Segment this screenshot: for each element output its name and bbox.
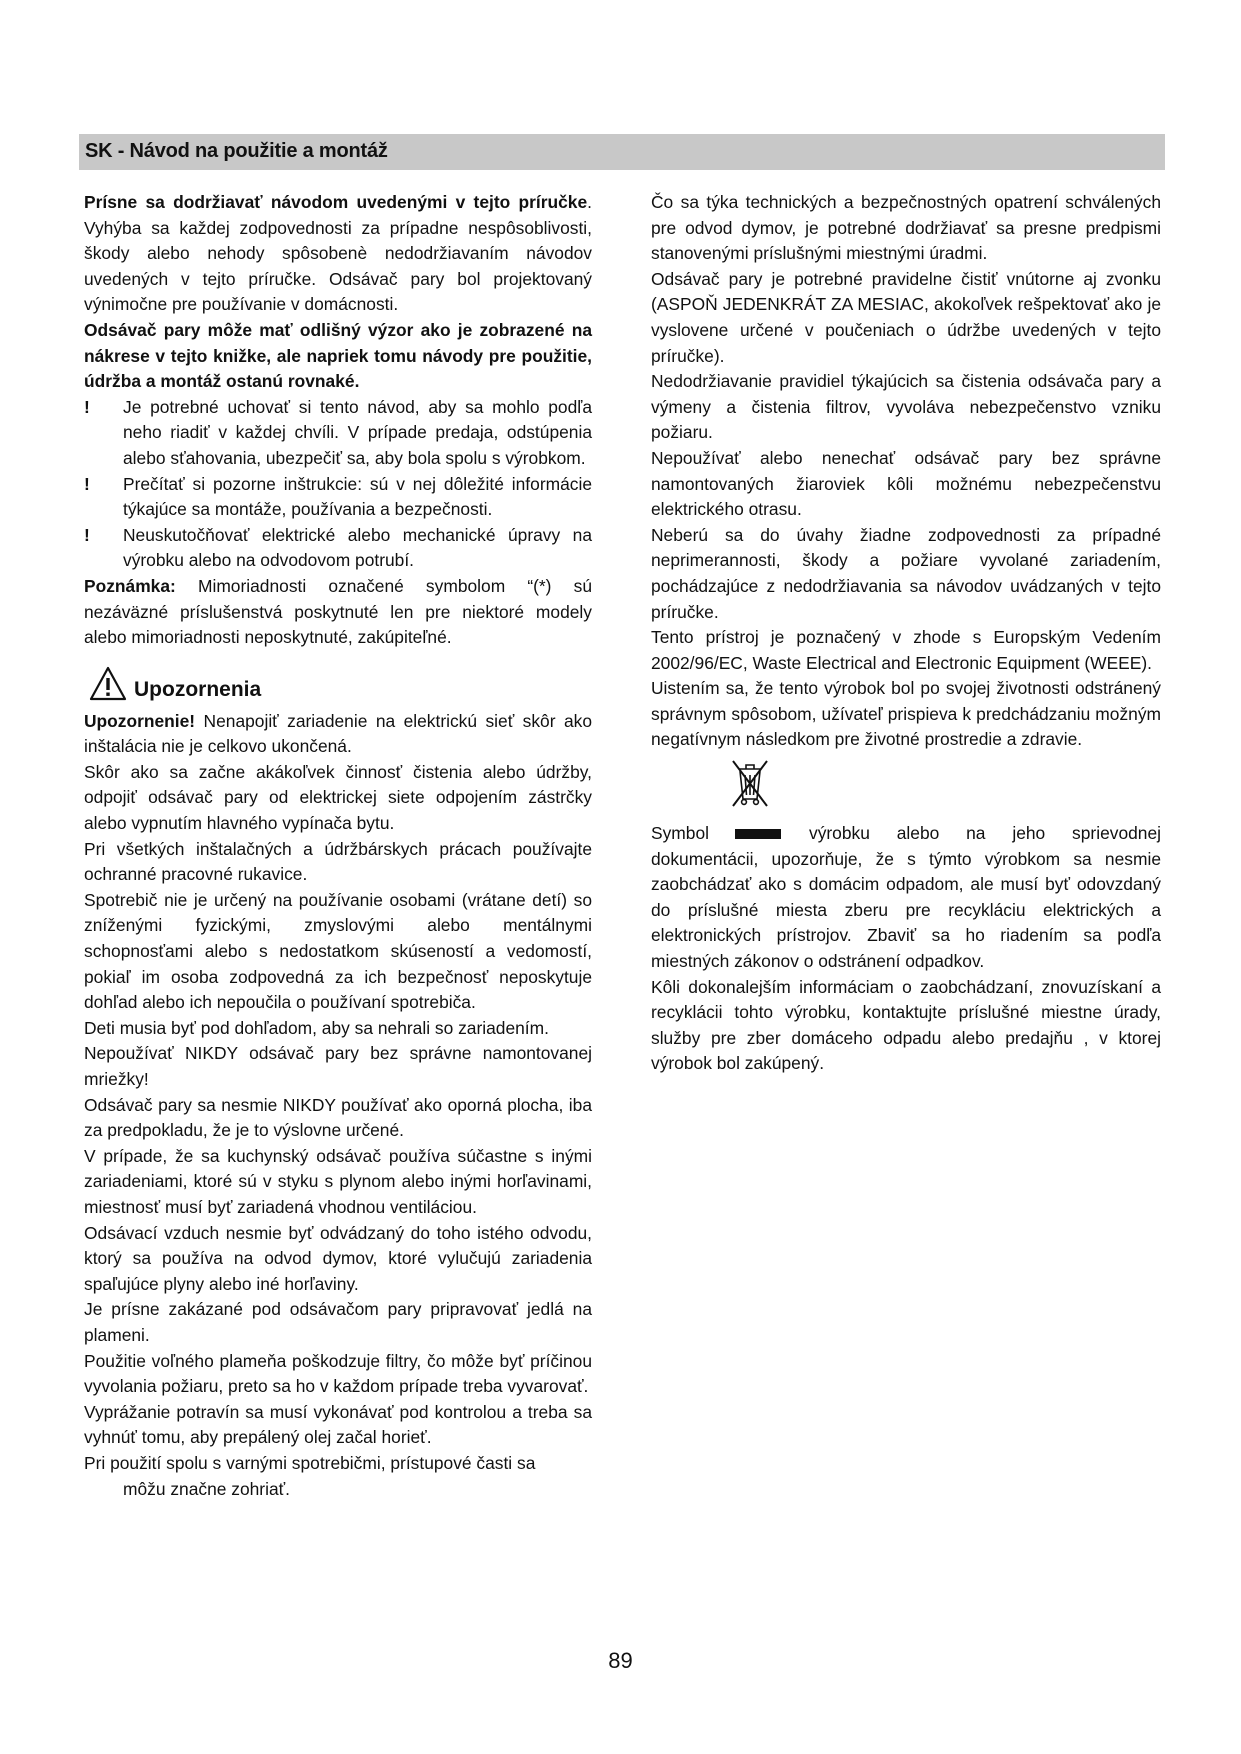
right-column	[651, 190, 1161, 1077]
symbol-text: výrobku alebo na jeho sprievodnej dokumentácii, upozorňuje, že s týmto výrobkom sa nesmie zaobchádzať ako s domácim odpadom, ale musí byť odovzdaný do príslušné miesta zberu pre recykláciu elektrických a elektronických prístrojov. Zbaviť sa ho riadením sa podľa miestných zákonov o odstránení odpadkov.	[651, 823, 1161, 972]
exclamation-icon: !	[84, 524, 90, 545]
warnings-heading	[84, 663, 592, 707]
page-number: 89	[608, 1648, 633, 1673]
exclamation-icon: !	[84, 473, 90, 494]
left-column	[84, 190, 592, 1502]
info-paragraph: Uistením sa, že tento výrobok bol po svojej životnosti odstránený správnym spôsobom, užívateľ prispieva k predchádzaniu možným negatívnym následkom pre životné prostredie a zdravie.	[651, 678, 1161, 750]
info-paragraph: Tento prístroj je poznačený v zhode s Europským Vedením 2002/96/EC, Waste Electrical and Electronic Equipment (WEEE).	[651, 627, 1161, 673]
bullet-item: ! Neuskutočňovať elektrické alebo mechanické úpravy na výrobku alebo na odvodovom potrubí.	[84, 524, 592, 571]
bullet-item: ! Je potrebné uchovať si tento návod, aby sa mohlo podľa neho riadiť v každej chvíli. V prípade predaja, odstúpenia alebo sťahovania, ubezpečiť sa, aby bola spolu s výrobkom.	[84, 396, 592, 468]
warning-paragraph: Deti musia byť pod dohľadom, aby sa nehrali so zariadením.	[84, 1017, 549, 1038]
intro-paragraph	[84, 190, 592, 318]
info-paragraph: Odsávač pary je potrebné pravidelne čistiť vnútorne aj zvonku (ASPOŇ JEDENKRÁT ZA MESIAC, akokoľvek rešpektovať ako je vyslovene určené v poučeniach o údržbe uvedených v tejto príručke).	[651, 268, 1161, 366]
intro-rest: . Vyhýba sa každej zodpovednosti za prípadne nespôsoblivosti, škody alebo nehody spôsobenè nedodržiavaním návodov uvedených v tejto príručke. Odsávač pary bol projektovaný výnimočne pre používanie v domácnosti.	[84, 192, 592, 315]
warning-paragraph: Odsávač pary sa nesmie NIKDY používať ako oporná plocha, iba za predpokladu, že je to výslovne určené.	[84, 1094, 592, 1141]
warning-paragraph-last: Pri použití spolu s varnými spotrebičmi, prístupové časti sa	[84, 1452, 536, 1473]
warning-paragraph: Použitie voľného plameňa poškodzuje filtry, čo môže byť príčinou vyvolania požiaru, preto sa ho v každom prípade treba vyvarovať.	[84, 1350, 592, 1397]
symbol-paragraph	[651, 821, 1161, 975]
warning-paragraph-last-cont: môžu značne zohriať.	[123, 1478, 290, 1499]
exclamation-icon: !	[84, 396, 90, 417]
warning-paragraph: Spotrebič nie je určený na používanie osobami (vrátane detí) so zníženými fyzickými, zmyslovými alebo mentálnymi schopnosťami alebo s nedostatkom skúseností a vedomostí, pokiaľ im osoba zodpovedná za ich bezpečnosť neposkytuje dohľad alebo ich nepoučila o používaní spotrebiča.	[84, 889, 592, 1013]
warning-paragraph: Nepoužívať NIKDY odsávač pary bez správne namontovanej mriežky!	[84, 1043, 592, 1089]
warning-paragraph: Upozornenie! Nenapojiť zariadenie na elektrickú sieť skôr ako inštalácia nie je celkovo ukončená.	[84, 710, 592, 757]
info-paragraph: Nedodržiavanie pravidiel týkajúcich sa čistenia odsávača pary a výmeny a čistenia filtrov, vyvoláva nebezpečenstvo vzniku požiaru.	[651, 371, 1161, 443]
appearance-note: Odsávač pary môže mať odlišný výzor ako je zobrazené na nákrese v tejto knižke, ale napriek tomu návody pre použitie, údržba a montáž ostanú rovnaké.	[84, 319, 592, 392]
note-text: Mimoriadnosti označené symbolom “(*) sú nezáväzné príslušenstvá poskytnuté len pre niektoré modely alebo mimoriadnosti neposkytnuté, zakúpiteľné.	[84, 575, 592, 648]
intro-bold: Prísne sa dodržiavať návodom uvedenými v tejto príručke	[84, 192, 588, 212]
note-label: Poznámka:	[84, 575, 176, 596]
crossed-bin-icon	[730, 757, 770, 809]
weee-symbol	[651, 755, 1161, 821]
warnings-title: Upozornenia	[134, 677, 262, 701]
warning-paragraph: Odsávací vzduch nesmie byť odvádzaný do toho istého odvodu, ktorý sa používa na odvod dymov, ktoré vylučujú zariadenia spaľujúce plyny alebo iné horľaviny.	[84, 1222, 592, 1294]
bullet-item: ! Prečítať si pozorne inštrukcie: sú v nej dôležité informácie týkajúce sa montáže, používania a bezpečnosti.	[84, 473, 592, 520]
warning-triangle-icon	[88, 665, 128, 703]
warning-paragraph: Je prísne zakázané pod odsávačom pary pripravovať jedlá na plameni.	[84, 1299, 592, 1345]
section-header-bar	[79, 134, 1165, 170]
black-bar-icon	[735, 829, 781, 839]
warning-paragraph: Skôr ako sa začne akákoľvek činnosť čistenia alebo údržby, odpojiť odsávač pary od elektrickej siete odpojením zástrčky alebo vypnutím hlavného vypínača bytu.	[84, 761, 592, 834]
warning-label: Upozornenie!	[84, 710, 196, 731]
info-paragraph: Neberú sa do úvahy žiadne zodpovednosti za prípadné neprimerannosti, škody a požiare vyvolané zariadením, pochádzajúce z nedodržiavania sa návodov uvádzaných v tejto príručke.	[651, 524, 1161, 622]
warning-paragraph: Pri všetkých inštalačných a údržbárskych prácach používajte ochranné pracovné rukavice.	[84, 838, 592, 885]
symbol-label: Symbol	[651, 823, 709, 844]
section-title: SK - Návod na použitie a montáž	[85, 140, 388, 162]
info-paragraph: Nepoužívať alebo nenechať odsávač pary bez správne namontovaných žiaroviek kôli možnému nebezpečenstvu elektrického otrasu.	[651, 447, 1161, 520]
info-paragraph: Čo sa týka technických a bezpečnostných opatrení schválených pre odvod dymov, je potrebné dodržiavať sa presne predpismi stanovenými príslušnými miestnými úradmi.	[651, 192, 1161, 264]
warning-paragraph: Vyprážanie potravín sa musí vykonávať pod kontrolou a treba sa vyhnúť tomu, aby prepálený olej začal horieť.	[84, 1401, 592, 1448]
info-paragraph: Kôli dokonalejším informáciam o zaobchádzaní, znovuzískaní a recyklácii tohto výrobku, kontaktujte príslušné miestne úrady, služby pre zber domáceho odpadu alebo predajňu , v ktorej výrobok bol zakúpený.	[651, 976, 1161, 1074]
note-paragraph	[84, 574, 592, 651]
warning-paragraph: V prípade, že sa kuchynský odsávač používa súčastne s inými zariadeniami, ktoré sú v styku s plynom alebo inými horľavinami, miestnosť musí byť zariadená vhodnou ventiláciou.	[84, 1145, 592, 1217]
